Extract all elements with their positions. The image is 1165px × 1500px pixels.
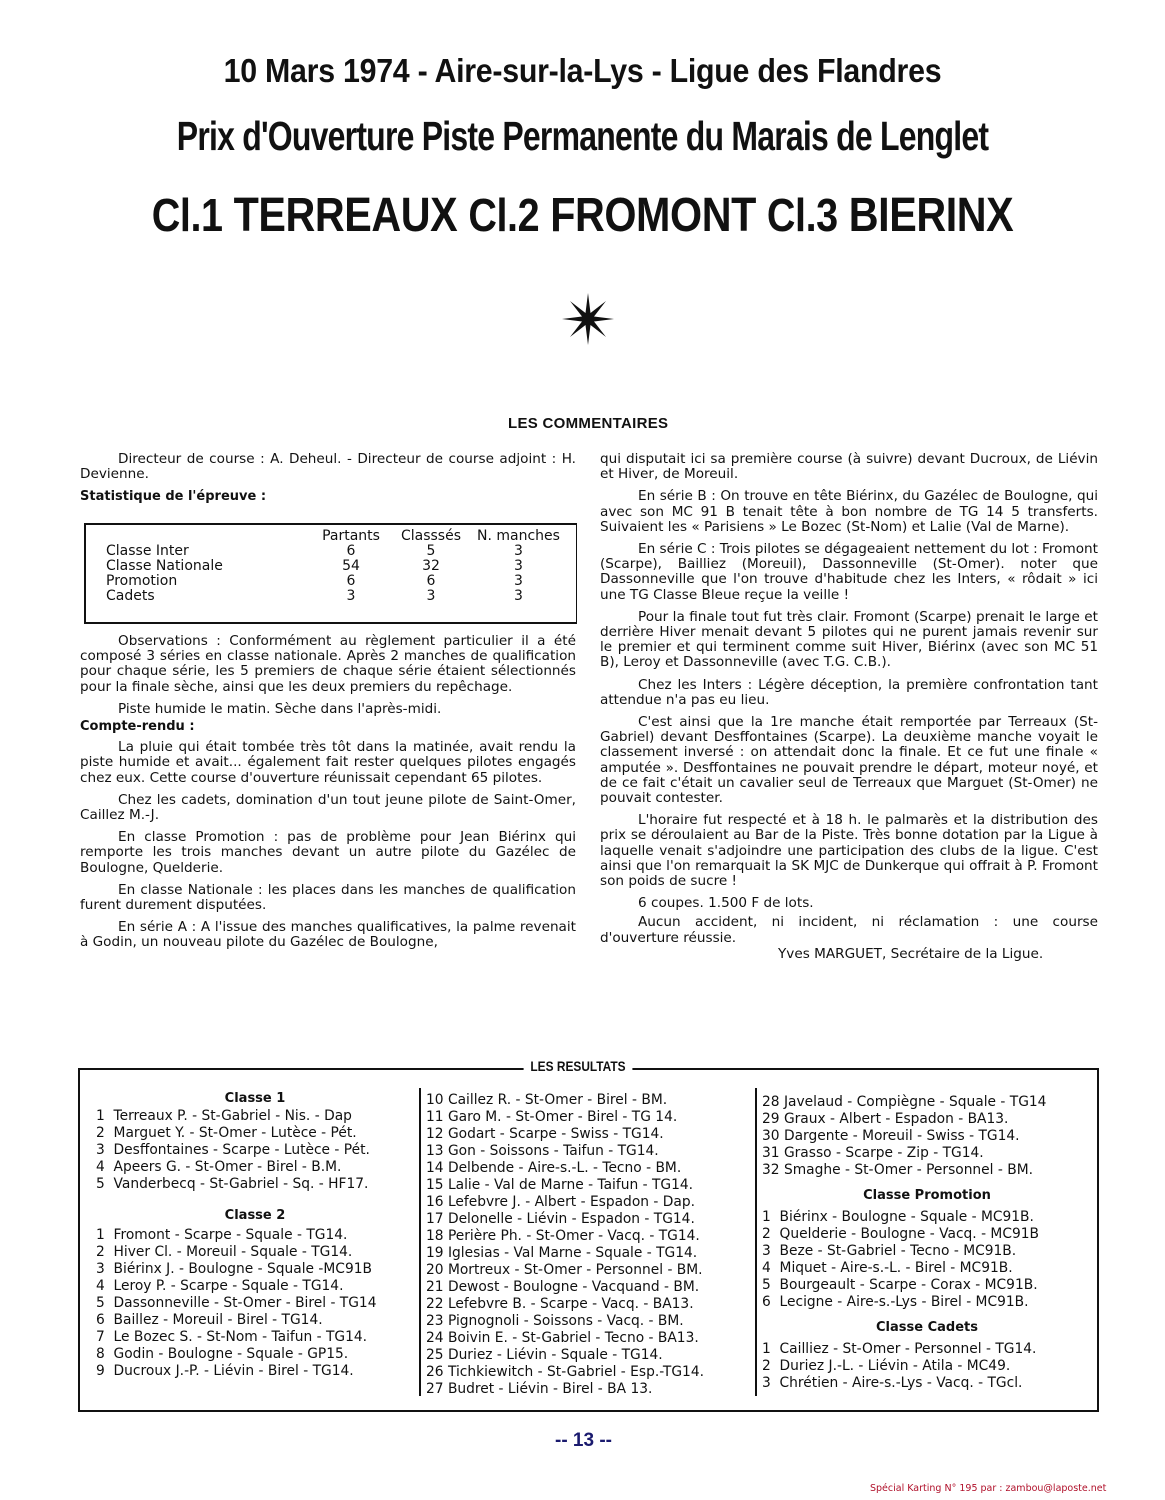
result-row: 28 Javelaud - Compiègne - Squale - TG14	[762, 1094, 1047, 1110]
paragraph: C'est ainsi que la 1re manche était remportée par Terreaux (St-Gabriel) devant Desffontaines (Scarpe). La deuxième manche voyait le classement inversé : on attendait donc la finale. Et ce fut une finale « amputée ». Desffontaines ne pouvait prendre le départ, moteur noyé, et de ce fait c'était un cavalier seul de Terreaux que Marguet (St-Omer) ne pouvait contester.	[600, 714, 1098, 807]
star-icon	[562, 293, 614, 345]
stats-row	[106, 589, 566, 604]
page-number: -- 13 --	[555, 1430, 612, 1451]
stats-partants: 6	[346, 573, 356, 589]
result-row: 3 Biérinx J. - Boulogne - Squale -MC91B	[96, 1261, 372, 1277]
classe1-heading: Classe 1	[224, 1091, 286, 1106]
commentaires-title: LES COMMENTAIRES	[508, 415, 669, 432]
result-row: 2 Hiver Cl. - Moreuil - Squale - TG14.	[96, 1244, 353, 1260]
result-row: 13 Gon - Soissons - Taifun - TG14.	[426, 1143, 659, 1159]
promotion-list	[762, 1209, 1092, 1311]
podium-winner-2: FROMONT	[550, 189, 756, 242]
result-row: 3 Chrétien - Aire-s.-Lys - Vacq. - TGcl.	[762, 1375, 1023, 1391]
result-row: 20 Mortreux - St-Omer - Personnel - BM.	[426, 1262, 703, 1278]
left-column-body	[80, 634, 576, 958]
stats-label: Classe Nationale	[106, 558, 223, 574]
result-row: 1 Fromont - Scarpe - Squale - TG14.	[96, 1227, 348, 1243]
result-row: 27 Budret - Liévin - Birel - BA 13.	[426, 1381, 653, 1397]
paragraph: En série C : Trois pilotes se dégageaient nettement du lot : Fromont (Scarpe), Bailliez (Moreuil), Dassonneville (St-Omer). noter que Dassonneville que l'on trouve d'habitude chez les Inters, « rôdait » ici une TG Classe Bleue reçue la veille !	[600, 541, 1098, 603]
paragraph: Chez les cadets, domination d'un tout jeune pilote de Saint-Omer, Caillez M.-J.	[80, 791, 576, 824]
paragraph: L'horaire fut respecté et à 18 h. le palmarès et la distribution des prix se déroulaient au Bar de la Piste. Très bonne dotation par la Ligue à laquelle venait s'adjoindre une participation des clubs de la ligue. C'est ainsi que l'on remarquait la SK MJC de Dunkerque qui offrait à P. Fromont son poids de sucre !	[600, 812, 1098, 890]
paragraph: Aucun accident, ni incident, ni réclamation : une course d'ouverture réussie.	[600, 914, 1098, 946]
paragraph: La pluie qui était tombée très tôt dans la matinée, avait rendu la piste humide et avait... également fait rester quelques pilotes engagés chez eux. Cette course d'ouverture réunissait cependant 65 pilotes.	[80, 739, 576, 786]
classe2-list	[96, 1227, 414, 1380]
result-row: 4 Miquet - Aire-s.-L. - Birel - MC91B.	[762, 1260, 1013, 1276]
result-row: 32 Smaghe - St-Omer - Personnel - BM.	[762, 1162, 1034, 1178]
paragraph: En classe Nationale : les places dans les manches de qualification furent durement disputées.	[80, 881, 576, 914]
podium-class-2: Cl.2	[468, 189, 540, 241]
result-row: 21 Dewost - Boulogne - Vacquand - BM.	[426, 1279, 700, 1295]
podium-headline	[82, 188, 1084, 243]
stats-row	[106, 574, 566, 589]
stats-label: Promotion	[106, 573, 178, 589]
result-row: 2 Quelderie - Boulogne - Vacq. - MC91B	[762, 1226, 1039, 1242]
podium-winner-3: BIERINX	[848, 189, 1014, 242]
paragraph: En série B : On trouve en tête Biérinx, du Gazélec de Boulogne, qui avec son MC 91 B tenait tête à bon nombre de TG 14 5 transferts. Suivaient les « Parisiens » Le Bozec (St-Nom) et Lalie (Val de Marne).	[600, 488, 1098, 535]
result-row: 31 Grasso - Scarpe - Zip - TG14.	[762, 1145, 984, 1161]
result-row: 17 Delonelle - Liévin - Espadon - TG14.	[426, 1211, 695, 1227]
paragraph: Pour la finale tout fut très clair. Fromont (Scarpe) prenait le large et derrière Hiver menait devant 5 pilotes qui ne purent jamais revenir sur le premier et qui terminent comme suit Hiver, Biérinx (avec son MC 51 B), Leroy et Dassonneville (avec T.G. C.B.).	[600, 608, 1098, 671]
podium-class-3: Cl.3	[766, 189, 838, 241]
result-row: 2 Duriez J.-L. - Liévin - Atila - MC49.	[762, 1358, 1011, 1374]
result-row: 7 Le Bozec S. - St-Nom - Taifun - TG14.	[96, 1329, 368, 1345]
podium-class-1: Cl.1	[151, 189, 223, 241]
results-column-2	[426, 1092, 751, 1398]
result-row: 4 Leroy P. - Scarpe - Squale - TG14.	[96, 1278, 344, 1294]
stats-partants: 6	[346, 543, 356, 559]
stats-partants: 54	[342, 558, 360, 574]
paragraph: qui disputait ici sa première course (à suivre) devant Ducroux, de Liévin et Hiver, de Moreuil.	[600, 451, 1098, 483]
result-row: 4 Apeers G. - St-Omer - Birel - B.M.	[96, 1159, 342, 1175]
right-column	[600, 452, 1098, 962]
stats-manches: 3	[514, 588, 523, 604]
result-row: 3 Beze - St-Gabriel - Tecno - MC91B.	[762, 1243, 1017, 1259]
result-row: 30 Dargente - Moreuil - Swiss - TG14.	[762, 1128, 1020, 1144]
paragraph: En classe Promotion : pas de problème pour Jean Biérinx qui remporte les trois manches devant un autre pilote du Gazélec de Boulogne, Quelderie.	[80, 829, 576, 876]
result-row: 5 Bourgeault - Scarpe - Corax - MC91B.	[762, 1277, 1038, 1293]
result-row: 19 Iglesias - Val Marne - Squale - TG14.	[426, 1245, 698, 1261]
cadets-list	[762, 1341, 1092, 1392]
result-row: 25 Duriez - Liévin - Squale - TG14.	[426, 1347, 663, 1363]
stats-row	[106, 544, 566, 559]
event-title: Prix d'Ouverture Piste Permanente du Marais de Lenglet	[176, 113, 989, 159]
result-row: 14 Delbende - Aire-s.-L. - Tecno - BM.	[426, 1160, 682, 1176]
result-row: 23 Pignognoli - Soissons - Vacq. - BM.	[426, 1313, 684, 1329]
classe1-list	[96, 1108, 414, 1193]
stats-label: Classe Inter	[106, 543, 189, 559]
result-row: 9 Ducroux J.-P. - Liévin - Birel - TG14.	[96, 1363, 354, 1379]
results-title: LES RESULTATS	[524, 1058, 633, 1074]
result-row: 18 Perière Ph. - St-Omer - Vacq. - TG14.	[426, 1228, 700, 1244]
results-column-3	[762, 1094, 1092, 1392]
paragraph: En série A : A l'issue des manches qualificatives, la palme revenait à Godin, un nouveau pilote du Gazélec de Boulogne,	[80, 919, 576, 951]
result-row: 5 Vanderbecq - St-Gabriel - Sq. - HF17.	[96, 1176, 369, 1192]
podium-winner-1: TERREAUX	[233, 189, 458, 242]
result-row: 29 Graux - Albert - Espadon - BA13.	[762, 1111, 1009, 1127]
result-row: 26 Tichkiewitch - St-Gabriel - Esp.-TG14.	[426, 1364, 704, 1380]
stats-classes: 5	[426, 543, 436, 559]
paragraph: 6 coupes. 1.500 F de lots.	[638, 895, 814, 912]
result-row: 8 Godin - Boulogne - Squale - GP15.	[96, 1346, 349, 1362]
paragraph: Observations : Conformément au règlement particulier il a été composé 3 séries en classe nationale. Après 2 manches de qualification pour chaque série, les 5 premiers de chaque série étaient sélectionnés pour la finale sèche, ainsi que les deux premiers du repêchage.	[80, 633, 576, 695]
stats-classes: 6	[426, 573, 436, 589]
stats-manches: 3	[514, 543, 523, 559]
result-row: 11 Garo M. - St-Omer - Birel - TG 14.	[426, 1109, 678, 1125]
classe2-list-continued	[426, 1092, 751, 1398]
stats-col-classes: Classsés	[400, 528, 462, 544]
stats-header-row	[106, 529, 566, 544]
result-row: 12 Godart - Scarpe - Swiss - TG14.	[426, 1126, 664, 1142]
stats-table	[106, 529, 566, 604]
result-row: 3 Desffontaines - Scarpe - Lutèce - Pét.	[96, 1142, 370, 1158]
result-row: 24 Boivin E. - St-Gabriel - Tecno - BA13.	[426, 1330, 699, 1346]
column-divider	[419, 1088, 421, 1396]
stats-partants: 3	[346, 588, 356, 604]
left-column	[80, 452, 576, 511]
credit-line: Spécial Karting N° 195 par : zambou@laposte.net	[870, 1483, 1107, 1494]
stats-col-partants: Partants	[322, 528, 380, 544]
stats-box	[84, 523, 577, 624]
result-row: 5 Dassonneville - St-Omer - Birel - TG14	[96, 1295, 377, 1311]
paragraph: Piste humide le matin. Sèche dans l'après-midi.	[118, 700, 442, 717]
stats-classes: 32	[422, 558, 440, 574]
cadets-heading: Classe Cadets	[876, 1320, 978, 1335]
event-date-location: 10 Mars 1974 - Aire-sur-la-Lys - Ligue des Flandres	[223, 52, 942, 89]
stats-label: Cadets	[106, 588, 155, 604]
stats-col-manches: N. manches	[477, 528, 560, 544]
result-row: 1 Terreaux P. - St-Gabriel - Nis. - Dap	[96, 1108, 352, 1124]
compte-rendu-heading: Compte-rendu :	[80, 719, 195, 735]
column-divider	[755, 1088, 757, 1396]
result-row: 15 Lalie - Val de Marne - Taifun - TG14.	[426, 1177, 694, 1193]
stats-manches: 3	[514, 573, 523, 589]
classe2-heading: Classe 2	[224, 1208, 286, 1223]
stats-heading: Statistique de l'épreuve :	[80, 489, 267, 505]
classe2-list-end	[762, 1094, 1092, 1179]
result-row: 2 Marguet Y. - St-Omer - Lutèce - Pét.	[96, 1125, 357, 1141]
result-row: 10 Caillez R. - St-Omer - Birel - BM.	[426, 1092, 668, 1108]
result-row: 1 Cailliez - St-Omer - Personnel - TG14.	[762, 1341, 1037, 1357]
result-row: 6 Lecigne - Aire-s.-Lys - Birel - MC91B.	[762, 1294, 1029, 1310]
result-row: 22 Lefebvre B. - Scarpe - Vacq. - BA13.	[426, 1296, 694, 1312]
stats-row	[106, 559, 566, 574]
paragraph: Chez les Inters : Légère déception, la première confrontation tant attendue n'a pas eu lieu.	[600, 676, 1098, 708]
result-row: 16 Lefebvre J. - Albert - Espadon - Dap.	[426, 1194, 695, 1210]
directeurs-text: Directeur de course : A. Deheul. - Directeur de course adjoint : H. Devienne.	[80, 451, 576, 483]
signature: Yves MARGUET, Secrétaire de la Ligue.	[778, 945, 1044, 962]
stats-classes: 3	[426, 588, 436, 604]
promotion-heading: Classe Promotion	[863, 1188, 991, 1203]
result-row: 1 Biérinx - Boulogne - Squale - MC91B.	[762, 1209, 1034, 1225]
results-column-1	[96, 1090, 414, 1380]
stats-manches: 3	[514, 558, 523, 574]
result-row: 6 Baillez - Moreuil - Birel - TG14.	[96, 1312, 323, 1328]
